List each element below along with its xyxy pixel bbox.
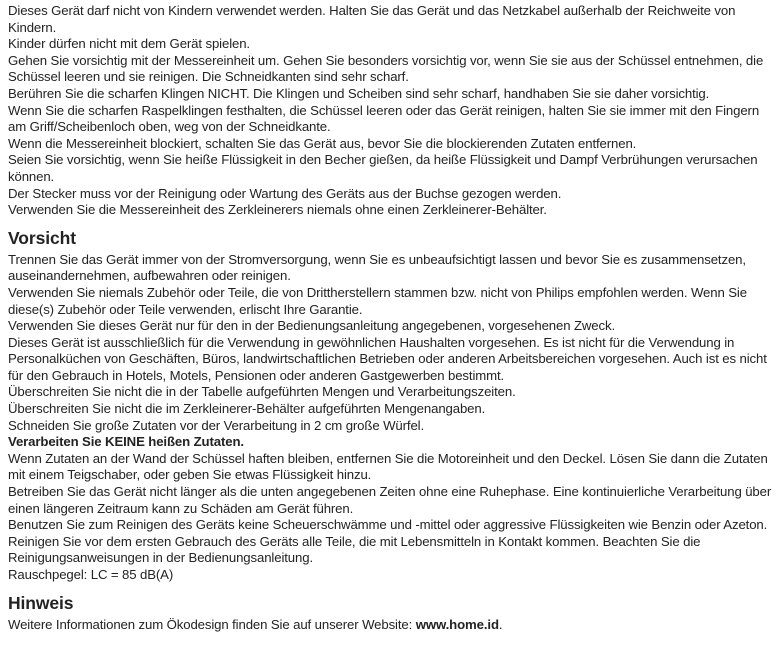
paragraph: Wenn die Messereinheit blockiert, schalten Sie das Gerät aus, bevor Sie die blockierenden Zutaten entfernen.	[8, 135, 637, 151]
paragraph: Reinigen Sie vor dem ersten Gebrauch des Geräts alle Teile, die mit Lebensmitteln in Kontakt kommen. Beachten Sie die Reinigungsanweisungen in der Bedienungsanleitung.	[8, 533, 701, 566]
note-period: .	[498, 616, 503, 632]
section-safety-warnings	[8, 3, 773, 219]
paragraph: Benutzen Sie zum Reinigen des Geräts keine Scheuerschwämme und -mittel oder aggressive Flüssigkeiten wie Benzin oder Azeton.	[8, 517, 768, 533]
paragraph: Betreiben Sie das Gerät nicht länger als die unten angegebenen Zeiten ohne eine Ruhephase. Eine kontinuierliche Verarbeitung über einen längeren Zeitraum kann zu Schäden am Gerät führen.	[8, 484, 772, 516]
paragraph: Dieses Gerät ist ausschließlich für die Verwendung in gewöhnlichen Haushalten vorgesehen. Es ist nicht für die Verwendung in Personalküchen von Geschäften, Büros, landwirtschaftlichen Betrieben oder anderen Arbeitsbereichen vorgesehen. Auch ist es nicht für den Gebrauch in Hotels, Motels, Pensionen oder anderen Gastgewerben bestimmt.	[8, 334, 767, 383]
paragraph: Verwenden Sie die Messereinheit des Zerkleinerers niemals ohne einen Zerkleinerer-Behälter.	[8, 202, 547, 218]
paragraph: Verwenden Sie niemals Zubehör oder Teile, die von Drittherstellern stammen bzw. nicht von Philips empfohlen werden. Wenn Sie diese(s) Zubehör oder Teile verwenden, erlischt Ihre Garantie.	[8, 284, 747, 317]
paragraph: Wenn Zutaten an der Wand der Schüssel haften bleiben, entfernen Sie die Motoreinheit und den Deckel. Lösen Sie dann die Zutaten mit einem Teigschaber, oder geben Sie etwas Flüssigkeit hinzu.	[8, 450, 768, 483]
paragraph: Seien Sie vorsichtig, wenn Sie heiße Flüssigkeit in den Becher gießen, da heiße Flüssigkeit und Dampf Verbrühungen verursachen können.	[8, 152, 758, 184]
paragraph: Trennen Sie das Gerät immer von der Stromversorgung, wenn Sie es unbeaufsichtigt lassen und bevor Sie es zusammensetzen, auseinandernehmen, aufbewahren oder reinigen.	[8, 251, 746, 284]
paragraph: Berühren Sie die scharfen Klingen NICHT. Die Klingen und Scheiben sind sehr scharf, handhaben Sie sie daher vorsichtig.	[8, 85, 710, 101]
paragraph: Gehen Sie vorsichtig mit der Messereinheit um. Gehen Sie besonders vorsichtig vor, wenn Sie sie aus der Schüssel entnehmen, die Schüssel leeren und sie reinigen. Die Schneidkanten sind sehr scharf.	[8, 52, 764, 85]
paragraph: Überschreiten Sie nicht die in der Tabelle aufgeführten Mengen und Verarbeitungszeiten.	[8, 384, 516, 400]
paragraph-ecodesign-note	[8, 617, 773, 634]
section-hinweis	[8, 593, 773, 634]
section-heading-vorsicht: Vorsicht	[8, 227, 76, 248]
section-vorsicht	[8, 228, 773, 584]
website-url: www.home.id	[415, 616, 499, 632]
paragraph: Der Stecker muss vor der Reinigung oder Wartung des Geräts aus der Buchse gezogen werden.	[8, 185, 562, 201]
paragraph: Verwenden Sie dieses Gerät nur für den in der Bedienungsanleitung angegebenen, vorgesehenen Zweck.	[8, 318, 616, 334]
paragraph: Überschreiten Sie nicht die im Zerkleinerer-Behälter aufgeführten Mengenangaben.	[8, 401, 486, 417]
paragraph: Wenn Sie die scharfen Raspelklingen festhalten, die Schüssel leeren oder das Gerät reinigen, halten Sie sie immer mit den Fingern am Griff/Scheibenloch oben, weg von der Schneidkante.	[8, 102, 760, 135]
paragraph-noise-level: Rauschpegel: LC = 85 dB(A)	[8, 567, 174, 582]
paragraph: Schneiden Sie große Zutaten vor der Verarbeitung in 2 cm große Würfel.	[8, 417, 425, 433]
paragraph-warning-no-hot-ingredients: Verarbeiten Sie KEINE heißen Zutaten.	[8, 434, 244, 450]
section-heading-hinweis: Hinweis	[8, 592, 74, 613]
note-text: Weitere Informationen zum Ökodesign finden Sie auf unserer Website:	[8, 616, 416, 632]
paragraph: Dieses Gerät darf nicht von Kindern verwendet werden. Halten Sie das Gerät und das Netzkabel außerhalb der Reichweite von Kindern.	[8, 3, 736, 35]
paragraph: Kinder dürfen nicht mit dem Gerät spielen.	[8, 36, 250, 52]
